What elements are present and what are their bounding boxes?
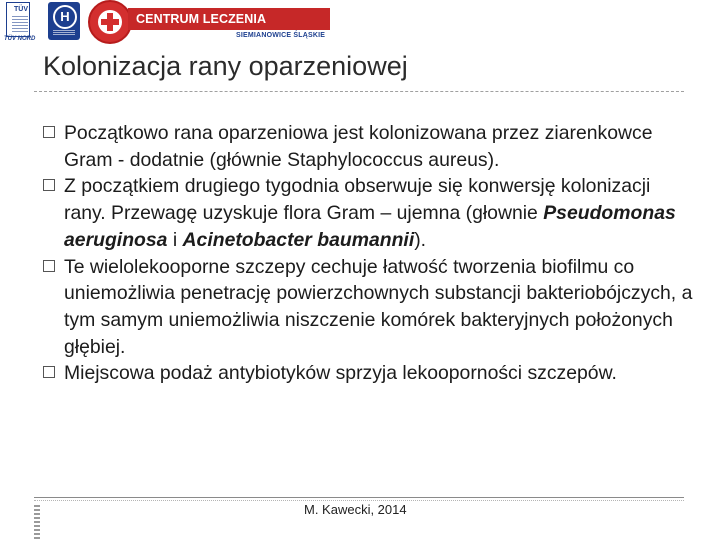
hospital-logo [48,2,80,40]
header-logos [0,0,720,46]
species-acinetobacter: Acinetobacter baumannii [182,228,415,251]
slide-title: Kolonizacja rany oparzeniowej [43,51,408,81]
title-divider [34,91,684,92]
bullet-item [43,360,693,387]
bullet-text-conjunction: i [167,228,183,251]
bullet-text-end: ). [414,228,427,251]
seal-cross-icon [98,10,122,34]
checkbox-bullet-icon [43,126,55,138]
hospital-logo-letter: H [53,5,77,29]
footer-divider-dotted [34,500,684,501]
bullet-text: Te wielolekooporne szczepy cechuje łatwość tworzenia biofilmu co uniemożliwia penetrację powierzchownych substancji bakteriobójczych, a tym samym uniemożliwia niszczenie komórek bakteryjnych położonych głębiej. [64,255,693,358]
species-pseudomonas: Pseudomonas aeruginosa [64,202,676,251]
checkbox-bullet-icon [43,260,55,272]
brand-location: SIEMIANOWICE ŚLĄSKIE [236,32,326,39]
burn-center-seal-icon [88,0,132,44]
tuv-label: TÜV [14,6,28,13]
brand-name: CENTRUM LECZENIA OPARZEŃ [128,8,330,30]
certificate-lines-icon [12,16,28,32]
checkbox-bullet-icon [43,366,55,378]
tuv-badge [6,2,30,37]
bullet-text: Początkowo rana oparzeniowa jest kolonizowana przez ziarenkowce Gram - dodatnie (głównie Staphylococcus aureus). [64,122,653,171]
bullet-item [43,120,693,173]
bullet-text: Z początkiem drugiego tygodnia obserwuje się konwersję kolonizacji rany. Przewagę uzyskuje flora Gram – ujemna (głownie [64,175,651,225]
footer-divider [34,497,684,498]
bullet-item [43,173,693,253]
stripes-icon [53,30,75,36]
checkbox-bullet-icon [43,179,55,191]
footer-author: M. Kawecki, 2014 [304,502,407,517]
tuv-nord-label: TÜV NORD [4,36,36,42]
bullet-text: Miejscowa podaż antybiotyków sprzyja lekooporności szczepów. [64,362,617,385]
bullet-item [43,254,693,361]
tuv-certification-logo [4,2,44,42]
dashed-margin-mark [34,505,40,540]
bullet-list [43,120,693,387]
